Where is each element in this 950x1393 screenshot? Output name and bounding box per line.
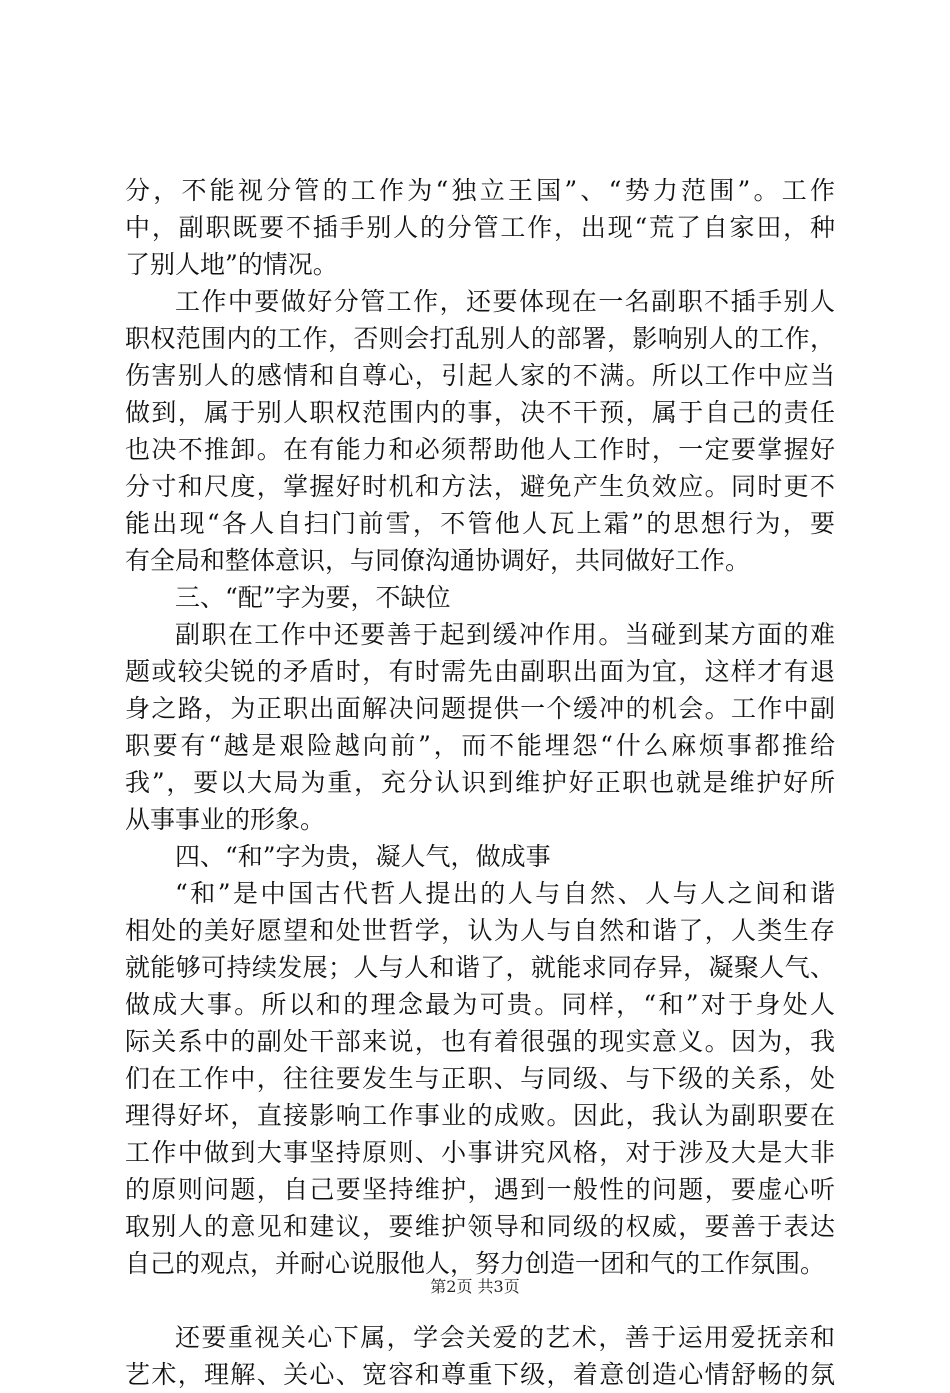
text-line: 能出现“各人自扫门前雪，不管他人瓦上霜”的思想行为，要 bbox=[125, 509, 835, 538]
text-line: 我”，要以大局为重，充分认识到维护好正职也就是维护好所 bbox=[125, 768, 835, 797]
text-line: 职要有“越是艰险越向前”，而不能埋怨“什么麻烦事都推给 bbox=[125, 731, 835, 760]
text-line: 也决不推卸。在有能力和必须帮助他人工作时，一定要掌握好 bbox=[125, 435, 835, 464]
text-line: 际关系中的副处干部来说，也有着很强的现实意义。因为，我 bbox=[125, 1027, 835, 1056]
text-line: 理得好坏，直接影响工作事业的成败。因此，我认为副职要在 bbox=[125, 1101, 835, 1130]
text-line: 中，副职既要不插手别人的分管工作，出现“荒了自家田，种 bbox=[125, 213, 835, 242]
text-line: 工作中要做好分管工作，还要体现在一名副职不插手别人 bbox=[175, 287, 835, 316]
text-line: 还要重视关心下属，学会关爱的艺术，善于运用爱抚亲和 bbox=[175, 1323, 835, 1352]
text-line: 自己的观点，并耐心说服他人，努力创造一团和气的工作氛围。 bbox=[125, 1249, 826, 1278]
text-line: 就能够可持续发展；人与人和谐了，就能求同存异，凝聚人气、 bbox=[125, 953, 835, 982]
text-line: 了别人地”的情况。 bbox=[125, 250, 338, 279]
text-line: 分，不能视分管的工作为“独立王国”、“势力范围”。工作 bbox=[125, 176, 835, 205]
text-line: 职权范围内的工作，否则会打乱别人的部署，影响别人的工作， bbox=[125, 324, 835, 353]
document-body bbox=[125, 172, 835, 1393]
text-line: 们在工作中，往往要发生与正职、与同级、与下级的关系，处 bbox=[125, 1064, 835, 1093]
text-line: 取别人的意见和建议，要维护领导和同级的权威，要善于表达 bbox=[125, 1212, 835, 1241]
section-heading: 三、“配”字为要，不缺位 bbox=[175, 583, 451, 612]
text-line: 副职在工作中还要善于起到缓冲作用。当碰到某方面的难 bbox=[175, 620, 835, 649]
text-line: 工作中做到大事坚持原则、小事讲究风格，对于涉及大是大非 bbox=[125, 1138, 835, 1167]
text-line: 有全局和整体意识，与同僚沟通协调好，共同做好工作。 bbox=[125, 546, 751, 575]
text-line: 艺术，理解、关心、宽容和尊重下级，着意创造心情舒畅的氛 bbox=[125, 1360, 835, 1389]
text-line: 做成大事。所以和的理念最为可贵。同样，“和”对于身处人 bbox=[125, 990, 835, 1019]
text-line: 从事事业的形象。 bbox=[125, 805, 326, 834]
text-line: 做到，属于别人职权范围内的事，决不干预，属于自己的责任 bbox=[125, 398, 835, 427]
section-heading: 四、“和”字为贵，凝人气，做成事 bbox=[175, 842, 551, 871]
text-line: 伤害别人的感情和自尊心，引起人家的不满。所以工作中应当 bbox=[125, 361, 835, 390]
text-line: 身之路，为正职出面解决问题提供一个缓冲的机会。工作中副 bbox=[125, 694, 835, 723]
page-number-footer: 第2页 共3页 bbox=[430, 1277, 520, 1296]
text-line: 的原则问题，自己要坚持维护，遇到一般性的问题，要虚心听 bbox=[125, 1175, 835, 1204]
text-line: 分寸和尺度，掌握好时机和方法，避免产生负效应。同时更不 bbox=[125, 472, 835, 501]
text-line: 题或较尖锐的矛盾时，有时需先由副职出面为宜，这样才有退 bbox=[125, 657, 835, 686]
text-line: 相处的美好愿望和处世哲学，认为人与自然和谐了，人类生存 bbox=[125, 916, 835, 945]
text-line: “和”是中国古代哲人提出的人与自然、人与人之间和谐 bbox=[175, 879, 835, 908]
